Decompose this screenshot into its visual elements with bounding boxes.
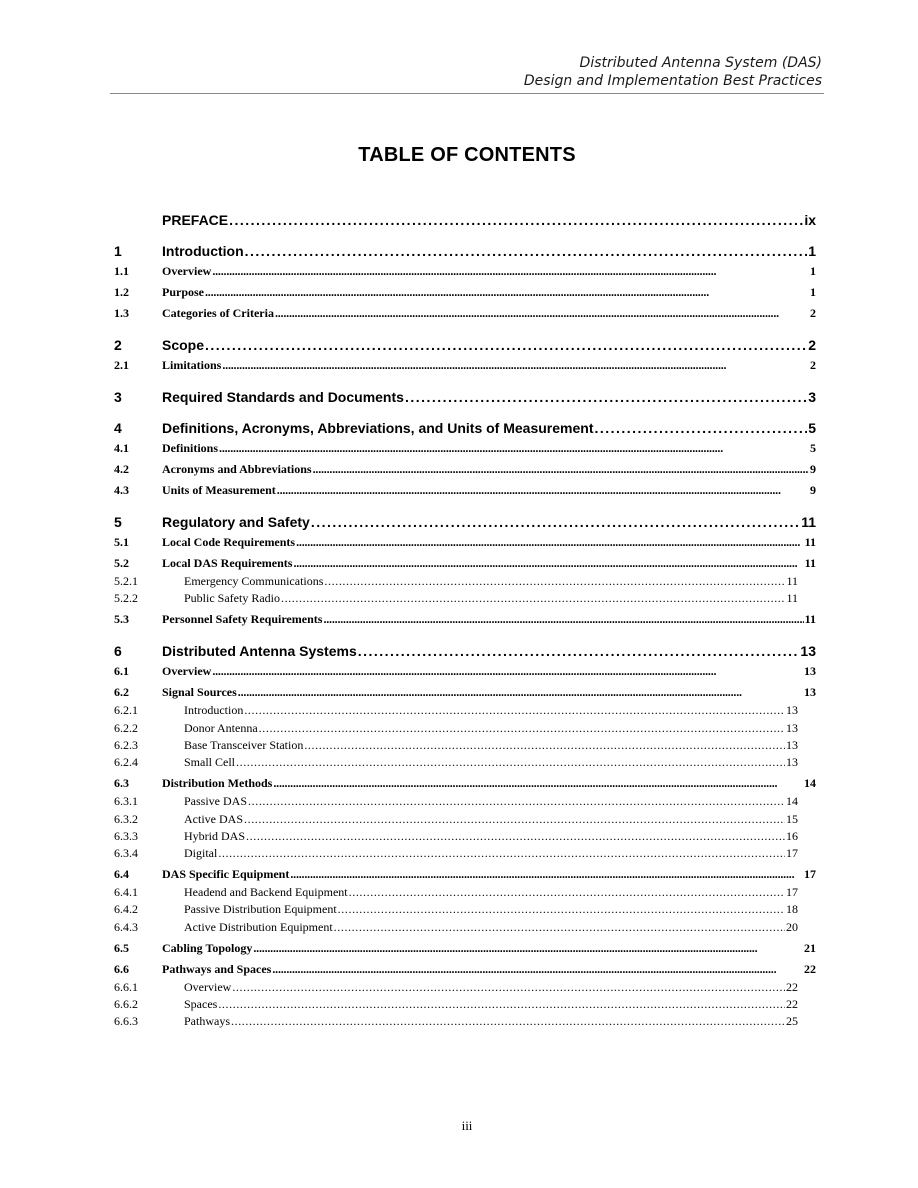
toc-entry-number: 6.4.3 [114, 919, 138, 934]
toc-leader-dots [296, 535, 804, 550]
toc-entry-number: 6.2.1 [114, 703, 138, 718]
toc-leader-dots [212, 264, 809, 279]
toc-leader-dots [281, 591, 785, 606]
toc-entry[interactable] [114, 591, 798, 606]
toc-entry-page: 21 [804, 940, 816, 955]
toc-entry-title: Required Standards and Documents [162, 389, 404, 405]
toc-entry[interactable] [114, 846, 798, 861]
toc-entry-title: Limitations [162, 358, 222, 372]
toc-entry[interactable] [114, 685, 816, 700]
toc-leader-dots [273, 776, 803, 791]
toc-entry[interactable] [114, 755, 798, 770]
toc-leader-dots [205, 337, 807, 353]
toc-entry[interactable] [114, 812, 798, 827]
toc-entry[interactable] [114, 514, 816, 530]
toc-entry[interactable] [114, 420, 816, 436]
toc-entry-title: Signal Sources [162, 685, 237, 700]
toc-entry-page: 14 [804, 776, 816, 791]
toc-entry-title: Donor Antenna [184, 720, 258, 735]
toc-entry-number: 2 [114, 337, 122, 353]
toc-entry-number: 6.6.2 [114, 997, 138, 1011]
toc-entry-number: 6 [114, 643, 122, 660]
toc-entry-title: Headend and Backend Equipment [184, 885, 348, 900]
toc-entry-number: 4 [114, 420, 122, 436]
toc-entry-page: 25 [786, 1014, 798, 1029]
toc-entry[interactable] [114, 794, 798, 809]
toc-leader-dots [338, 902, 785, 917]
toc-entry-page: 13 [800, 643, 816, 660]
toc-entry-page: 11 [786, 574, 798, 588]
toc-entry-title: Active DAS [184, 811, 243, 826]
toc-leader-dots [323, 612, 803, 627]
toc-entry[interactable] [114, 212, 816, 228]
toc-entry-title: Public Safety Radio [184, 591, 280, 606]
toc-entry-title: Small Cell [184, 755, 235, 770]
toc-leader-dots [311, 514, 800, 530]
toc-entry[interactable] [114, 1014, 798, 1029]
toc-entry-page: 13 [786, 755, 798, 770]
toc-entry-title: Acronyms and Abbreviations [162, 462, 312, 476]
toc-leader-dots [222, 358, 809, 373]
toc-entry[interactable] [114, 902, 798, 917]
toc-entry[interactable] [114, 721, 798, 736]
toc-leader-dots [324, 574, 785, 589]
toc-entry-title: Purpose [162, 285, 204, 299]
toc-leader-dots [304, 738, 785, 753]
toc-entry-number: 5.2.2 [114, 591, 138, 606]
toc-entry-title: Active Distribution Equipment [184, 919, 333, 934]
toc-entry[interactable] [114, 997, 798, 1012]
toc-entry-number: 5.2.1 [114, 574, 138, 588]
toc-leader-dots [238, 685, 803, 700]
toc-entry-title: Definitions [162, 441, 219, 455]
toc-entry[interactable] [114, 664, 816, 679]
toc-entry-number: 6.3.3 [114, 828, 138, 843]
toc-entry-page: 1 [810, 285, 816, 299]
toc-entry[interactable] [114, 358, 816, 373]
toc-entry-title: Personnel Safety Requirements [162, 612, 323, 627]
toc-entry[interactable] [114, 920, 798, 935]
toc-entry-title: Passive Distribution Equipment [184, 902, 337, 917]
page-number: iii [461, 1118, 473, 1133]
toc-entry[interactable] [114, 612, 816, 627]
toc-entry-number: 6.2.2 [114, 720, 138, 735]
toc-entry-number: 5.1 [114, 535, 129, 549]
toc-entry-page: 2 [808, 337, 816, 353]
toc-leader-dots [594, 420, 807, 436]
toc-entry-number: 4.3 [114, 483, 129, 497]
toc-entry-page: 9 [810, 483, 816, 497]
toc-entry-number: 6.6.3 [114, 1014, 138, 1029]
toc-entry-number: 6.2.4 [114, 755, 138, 770]
toc-entry-page: 17 [786, 846, 798, 861]
toc-leader-dots [405, 389, 807, 405]
toc-entry[interactable] [114, 535, 816, 550]
toc-entry-page: 2 [810, 306, 816, 320]
toc-entry-page: 1 [808, 243, 816, 259]
toc-entry[interactable] [114, 574, 798, 589]
toc-entry-number: 1.3 [114, 306, 129, 320]
toc-entry[interactable] [114, 776, 816, 791]
toc-leader-dots [244, 703, 785, 718]
toc-entry-page: 5 [808, 420, 816, 436]
toc-entry[interactable] [114, 285, 816, 300]
toc-entry-title: Introduction [162, 243, 244, 259]
toc-leader-dots [229, 212, 803, 228]
toc-entry-title: Units of Measurement [162, 483, 276, 497]
toc-entry-title: Emergency Communications [184, 574, 324, 588]
toc-leader-dots [218, 997, 785, 1012]
toc-entry[interactable] [114, 556, 816, 571]
toc-entry-page: 20 [786, 919, 798, 934]
toc-entry-number: 5.3 [114, 612, 129, 627]
toc-entry-number: 1 [114, 243, 122, 259]
toc-entry-number: 5.2 [114, 556, 129, 570]
toc-entry[interactable] [114, 389, 816, 405]
toc-entry-page: 13 [786, 737, 798, 752]
toc-entry-title: DAS Specific Equipment [162, 867, 290, 882]
toc-entry[interactable] [114, 306, 816, 321]
page-title: TABLE OF CONTENTS [358, 144, 576, 166]
toc-entry-title: Overview [162, 664, 212, 679]
header-line-2: Design and Implementation Best Practices [523, 73, 822, 89]
toc-leader-dots [246, 829, 785, 844]
toc-entry[interactable] [114, 483, 816, 498]
toc-entry-title: Overview [162, 264, 212, 278]
toc-entry[interactable] [114, 243, 816, 259]
toc-leader-dots [248, 794, 785, 809]
toc-entry-page: 17 [804, 867, 816, 882]
toc-entry-number: 6.1 [114, 664, 129, 679]
toc-leader-dots [219, 441, 809, 456]
toc-entry-page: 22 [786, 979, 798, 994]
toc-entry-page: 11 [786, 591, 798, 606]
toc-leader-dots [245, 243, 808, 259]
toc-entry[interactable] [114, 829, 798, 844]
toc-entry-page: 1 [810, 264, 816, 278]
toc-entry-number: 6.2.3 [114, 737, 138, 752]
toc-entry-title: Distribution Methods [162, 776, 273, 791]
toc-entry-title: Digital [184, 846, 218, 861]
toc-entry-number: 6.4.1 [114, 885, 138, 900]
toc-leader-dots [205, 285, 809, 300]
toc-leader-dots [334, 920, 785, 935]
toc-entry[interactable] [114, 703, 798, 718]
toc-entry-title: Scope [162, 337, 205, 353]
toc-leader-dots [293, 556, 803, 571]
toc-leader-dots [349, 885, 785, 900]
toc-entry[interactable] [114, 980, 798, 995]
toc-leader-dots [277, 483, 809, 498]
toc-entry-title: Hybrid DAS [184, 828, 246, 843]
toc-entry-page: 9 [810, 462, 816, 476]
toc-entry-page: 11 [801, 514, 816, 530]
toc-entry-page: ix [804, 212, 816, 228]
toc-entry-page: 14 [786, 794, 798, 809]
toc-leader-dots [212, 664, 803, 679]
toc-leader-dots [218, 846, 785, 861]
toc-entry-number: 6.6.1 [114, 979, 138, 994]
toc-leader-dots [244, 812, 785, 827]
toc-entry-number: 2.1 [114, 358, 129, 372]
toc-entry-page: 22 [786, 997, 798, 1011]
toc-entry-page: 11 [804, 556, 816, 570]
toc-leader-dots [290, 867, 803, 882]
toc-entry-title: Base Transceiver Station [184, 737, 304, 752]
toc-entry-title: Introduction [184, 703, 244, 718]
toc-entry-title: Spaces [184, 997, 218, 1011]
toc-entry-number: 6.3.2 [114, 811, 138, 826]
toc-entry-number: 6.4.2 [114, 902, 138, 917]
toc-leader-dots [253, 941, 803, 956]
toc-leader-dots [231, 1014, 785, 1029]
toc-entry-title: Local Code Requirements [162, 535, 296, 549]
toc-entry-number: 6.4 [114, 867, 129, 882]
toc-entry-number: 6.2 [114, 685, 129, 700]
toc-entry[interactable] [114, 441, 816, 456]
toc-entry[interactable] [114, 462, 816, 477]
toc-entry-page: 18 [786, 902, 798, 917]
toc-entry-number: 1.2 [114, 285, 129, 299]
toc-entry-number: 6.5 [114, 940, 129, 955]
toc-entry-page: 5 [810, 441, 816, 455]
header-line-1: Distributed Antenna System (DAS) [579, 55, 822, 71]
toc-entry[interactable] [114, 337, 816, 353]
toc-entry-number: 4.1 [114, 441, 129, 455]
toc-entry-title: Pathways [184, 1014, 230, 1029]
toc-entry-page: 11 [804, 535, 816, 549]
toc-entry-page: 13 [804, 664, 816, 679]
toc-leader-dots [313, 462, 809, 477]
toc-entry-number: 5 [114, 514, 122, 530]
toc-leader-dots [236, 755, 785, 770]
toc-leader-dots [358, 643, 800, 659]
toc-entry[interactable] [114, 962, 816, 977]
toc-entry-title: Local DAS Requirements [162, 556, 293, 570]
toc-entry[interactable] [114, 941, 816, 956]
toc-entry-number: 6.3 [114, 776, 129, 791]
toc-entry-page: 15 [786, 811, 798, 826]
toc-entry-title: PREFACE [162, 212, 229, 228]
toc-entry-page: 17 [786, 885, 798, 900]
toc-entry-page: 13 [804, 685, 816, 700]
toc-entry[interactable] [114, 264, 816, 279]
toc-entry-page: 13 [786, 720, 798, 735]
toc-entry-title: Categories of Criteria [162, 306, 274, 320]
toc-entry[interactable] [114, 738, 798, 753]
toc-entry-title: Regulatory and Safety [162, 514, 310, 530]
toc-leader-dots [259, 721, 785, 736]
toc-entry-number: 6.3.1 [114, 794, 138, 809]
toc-entry-page: 16 [786, 828, 798, 843]
toc-entry-page: 3 [808, 389, 816, 405]
toc-leader-dots [272, 962, 803, 977]
toc-entry-title: Passive DAS [184, 794, 248, 809]
toc-entry-title: Pathways and Spaces [162, 961, 272, 976]
toc-entry[interactable] [114, 643, 816, 659]
toc-entry-page: 11 [804, 612, 816, 627]
toc-entry[interactable] [114, 885, 798, 900]
toc-entry-page: 13 [786, 703, 798, 718]
toc-entry-number: 6.6 [114, 961, 129, 976]
toc-leader-dots [275, 306, 809, 321]
toc-entry-title: Distributed Antenna Systems [162, 643, 357, 660]
toc-leader-dots [232, 980, 785, 995]
toc-entry-title: Definitions, Acronyms, Abbreviations, and Units of Measurement [162, 420, 594, 436]
toc-entry-page: 2 [810, 358, 816, 372]
toc-entry-page: 22 [804, 961, 816, 976]
toc-entry-number: 6.3.4 [114, 846, 138, 861]
toc-entry-number: 4.2 [114, 462, 129, 476]
toc-entry-number: 1.1 [114, 264, 129, 278]
toc-entry[interactable] [114, 867, 816, 882]
toc-entry-title: Overview [184, 979, 232, 994]
toc-entry-number: 3 [114, 389, 122, 405]
toc-entry-title: Cabling Topology [162, 940, 253, 955]
